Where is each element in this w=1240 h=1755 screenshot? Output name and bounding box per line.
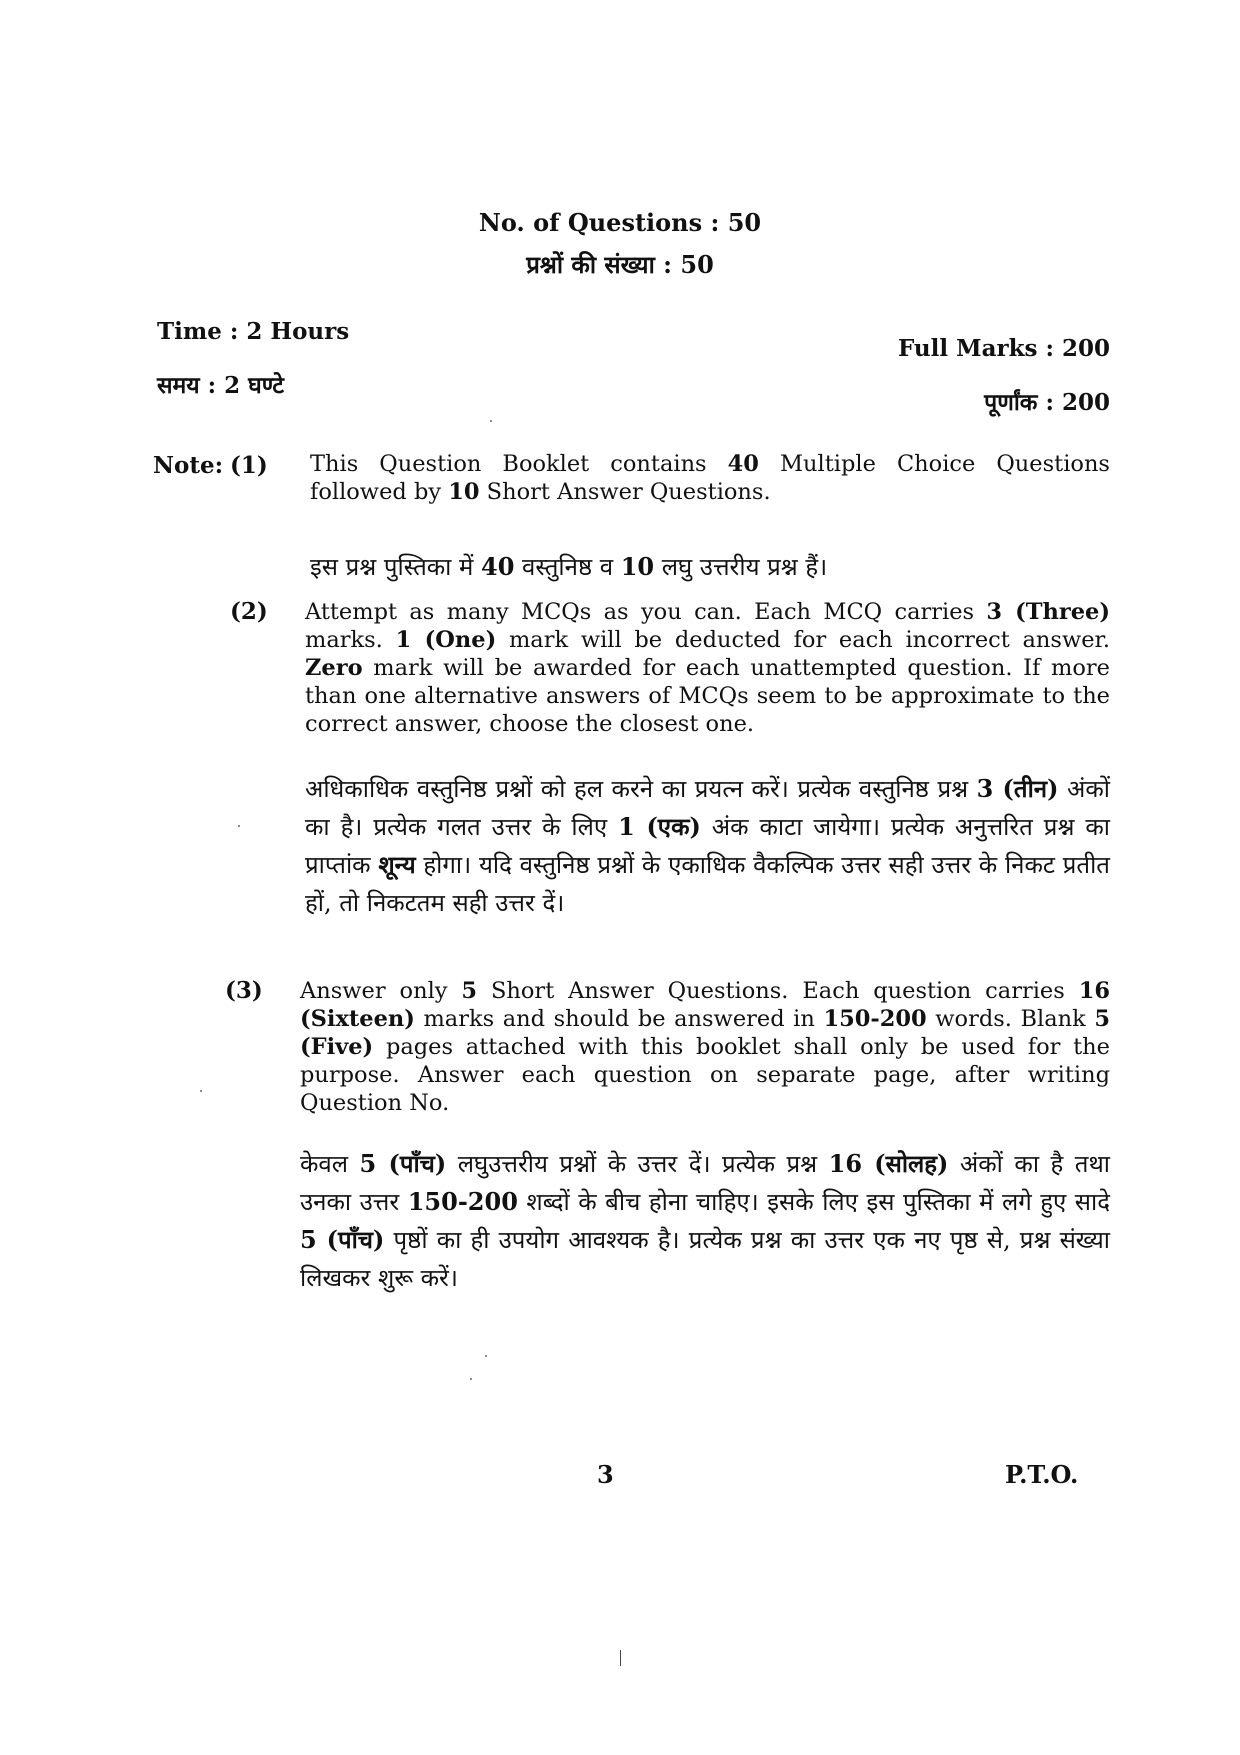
emphasis-text: 5 (पाँच)	[359, 1149, 447, 1178]
note-1-hindi: इस प्रश्न पुस्तिका में 40 वस्तुनिष्ठ व 10 लघु उत्तरीय प्रश्न हैं।	[310, 552, 828, 581]
scan-speck	[200, 1090, 202, 1092]
note-2-english: Attempt as many MCQs as you can. Each MCQ carries 3 (Three) marks. 1 (One) mark will be deducted for each incorrect answer. Zero mark will be awarded for each unattempted question. If more than one alternative answers of MCQs seem to be approximate to the correct answer, choose the closest one.	[305, 599, 1111, 737]
page-number: 3	[597, 1460, 614, 1489]
emphasis-text: 40	[481, 552, 515, 581]
emphasis-text: 1 (One)	[395, 627, 497, 653]
scan-speck	[485, 1355, 487, 1357]
scan-speck	[470, 1378, 472, 1380]
note-label: Note:	[153, 452, 224, 479]
emphasis-text: 3 (Three)	[986, 599, 1111, 625]
emphasis-text: 10	[620, 552, 655, 581]
emphasis-text: Zero	[305, 655, 363, 681]
pto-label: P.T.O.	[1005, 1460, 1079, 1489]
note-1-english: This Question Booklet contains 40 Multiple Choice Questions followed by 10 Short Answer Questions.	[310, 451, 1110, 505]
emphasis-text: 16 (Sixteen)	[300, 978, 1110, 1032]
full-marks-en: Full Marks : 200	[897, 335, 1110, 362]
emphasis-text: 1 (एक)	[618, 812, 701, 841]
emphasis-text: 40	[727, 451, 759, 477]
scan-speck	[490, 420, 492, 422]
note-number-2: (2)	[230, 598, 268, 625]
emphasis-text: 16 (सोलह)	[828, 1149, 949, 1178]
questions-count-hi: प्रश्नों की संख्या : 50	[526, 250, 714, 279]
emphasis-text: 150-200	[407, 1187, 518, 1216]
full-marks-hi: पूर्णांक : 200	[984, 389, 1110, 416]
time-en: Time : 2 Hours	[157, 318, 350, 345]
scan-speck	[238, 825, 240, 827]
emphasis-text: 150-200	[823, 1006, 927, 1032]
note-number-1: (1)	[230, 452, 268, 479]
time-hi: समय : 2 घण्टे	[157, 372, 285, 399]
note-3-hindi: केवल 5 (पाँच) लघुउत्तरीय प्रश्नों के उत्तर दें। प्रत्येक प्रश्न 16 (सोलह) अंकों का है तथा उनका उत्तर 150-200 शब्दों के बीच होना चाहिए। इसके लिए इस पुस्तिका में लगे हुए सादे 5 (पाँच) पृष्ठों का ही उपयोग आवश्यक है। प्रत्येक प्रश्न का उत्तर एक नए पृष्ठ से, प्रश्न संख्या लिखकर शुरू करें।	[300, 1149, 1111, 1292]
emphasis-text: 5 (Five)	[300, 1006, 1111, 1060]
emphasis-text: 10	[448, 479, 480, 505]
emphasis-text: शून्य	[378, 850, 416, 879]
note-2-hindi: अधिकाधिक वस्तुनिष्ठ प्रश्नों को हल करने का प्रयत्न करें। प्रत्येक वस्तुनिष्ठ प्रश्न 3 (तीन) अंकों का है। प्रत्येक गलत उत्तर के लिए 1 (एक) अंक काटा जायेगा। प्रत्येक अनुत्तरित प्रश्न का प्राप्तांक शून्य होगा। यदि वस्तुनिष्ठ प्रश्नों के एकाधिक वैकल्पिक उत्तर सही उत्तर के निकट प्रतीत हों, तो निकटतम सही उत्तर दें।	[305, 774, 1110, 917]
emphasis-text: 3 (तीन)	[976, 774, 1059, 803]
emphasis-text: 5	[461, 978, 478, 1004]
note-number-3: (3)	[225, 977, 263, 1004]
emphasis-text: 5 (पाँच)	[300, 1225, 385, 1254]
note-3-english: Answer only 5 Short Answer Questions. Each question carries 16 (Sixteen) marks and should be answered in 150-200 words. Blank 5 (Five) pages attached with this booklet shall only be used for the purpose. Answer each question on separate page, after writing Question No.	[300, 978, 1111, 1116]
scan-mark	[620, 1650, 621, 1666]
questions-count-en: No. of Questions : 50	[478, 208, 762, 237]
